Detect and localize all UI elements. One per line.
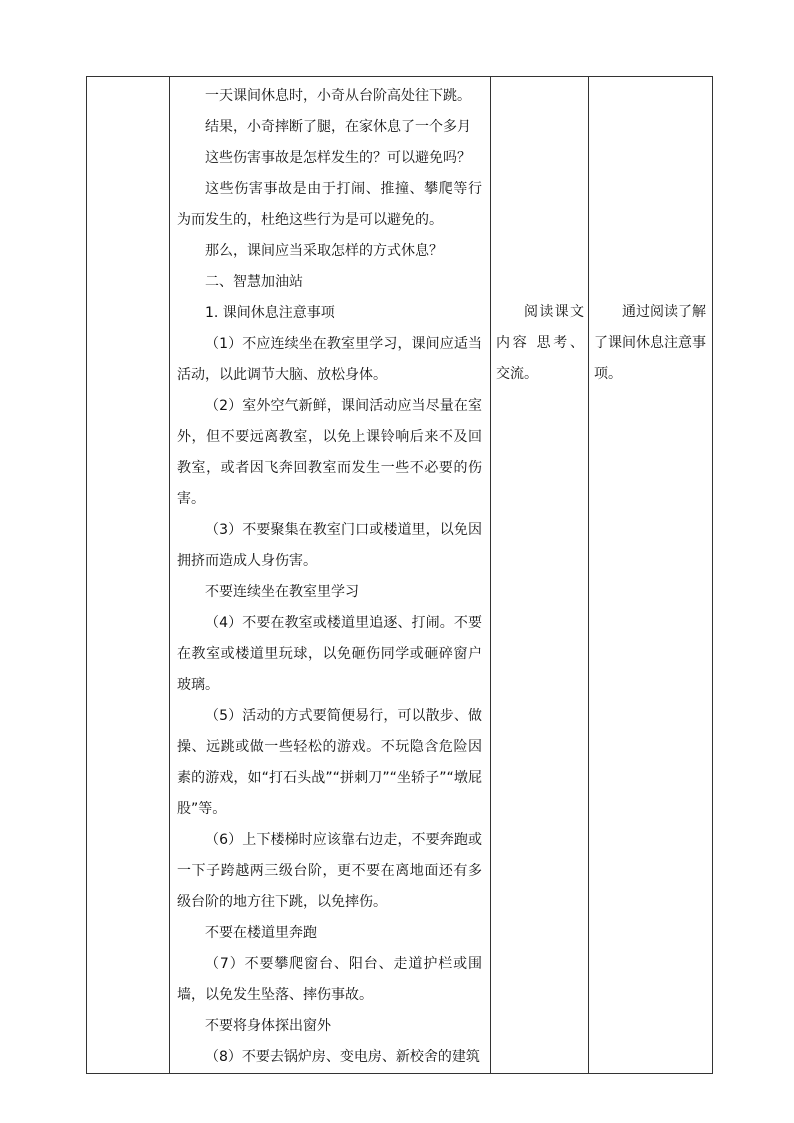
paragraph: 不要将身体探出窗外 (205, 1018, 331, 1034)
paragraph: 不要连续坐在教室里学习 (205, 584, 359, 600)
design-intent-text (589, 77, 712, 390)
teaching-process-text (170, 77, 490, 1073)
paragraph: （3）不要聚集在教室门口或楼道里，以免因拥挤而造成人身伤害。 (177, 522, 482, 569)
paragraph: 这些伤害事故是由于打闹、推撞、攀爬等行为而发生的，杜绝这些行为是可以避免的。 (177, 181, 482, 228)
student-activity-text (491, 77, 588, 390)
section-heading: 二、智慧加油站 (205, 274, 303, 290)
paragraph: （2）室外空气新鲜，课间活动应当尽量在室外，但不要远离教室，以免上课铃响后来不及回教室，或者因飞奔回教室而发生一些不必要的伤害。 (177, 398, 482, 507)
paragraph: （1）不应连续坐在教室里学习，课间应适当活动，以此调节大脑、放松身体。 (177, 336, 482, 383)
student-activity-cell (491, 77, 589, 1074)
lesson-plan-table (86, 76, 713, 1074)
blank-cell (87, 77, 170, 1074)
paragraph: （4）不要在教室或楼道里追逐、打闹。不要在教室或楼道里玩球，以免砸伤同学或砸碎窗户玻璃。 (177, 615, 482, 693)
paragraph: （5）活动的方式要简便易行，可以散步、做操、远跳或做一些轻松的游戏。不玩隐含危险因素的游戏，如“打石头战”“拼刺刀”“坐轿子”“墩屁股”等。 (177, 708, 482, 817)
teaching-process-cell (170, 77, 491, 1074)
paragraph: 一天课间休息时，小奇从台阶高处往下跳。 (205, 88, 471, 104)
table-row (87, 77, 713, 1074)
sub-heading: 1. 课间休息注意事项 (205, 305, 335, 321)
paragraph: 不要在楼道里奔跑 (205, 925, 317, 941)
paragraph: （7）不要攀爬窗台、阳台、走道护栏或围墙，以免发生坠落、摔伤事故。 (177, 956, 482, 1003)
design-intent-cell (589, 77, 713, 1074)
paragraph: 这些伤害事故是怎样发生的？可以避免吗？ (205, 150, 471, 166)
paragraph: 阅读课文内容 思考、交流。 (496, 304, 584, 382)
paragraph: 结果，小奇摔断了腿，在家休息了一个多月 (205, 119, 471, 135)
paragraph: 通过阅读了解了课间休息注意事项。 (594, 304, 706, 382)
paragraph: （8）不要去锅炉房、变电房、新校舍的建筑 (205, 1049, 480, 1065)
paragraph: （6）上下楼梯时应该靠右边走，不要奔跑或一下子跨越两三级台阶，更不要在离地面还有多级台阶的地方往下跳，以免摔伤。 (177, 832, 482, 910)
paragraph: 那么，课间应当采取怎样的方式休息？ (205, 243, 443, 259)
